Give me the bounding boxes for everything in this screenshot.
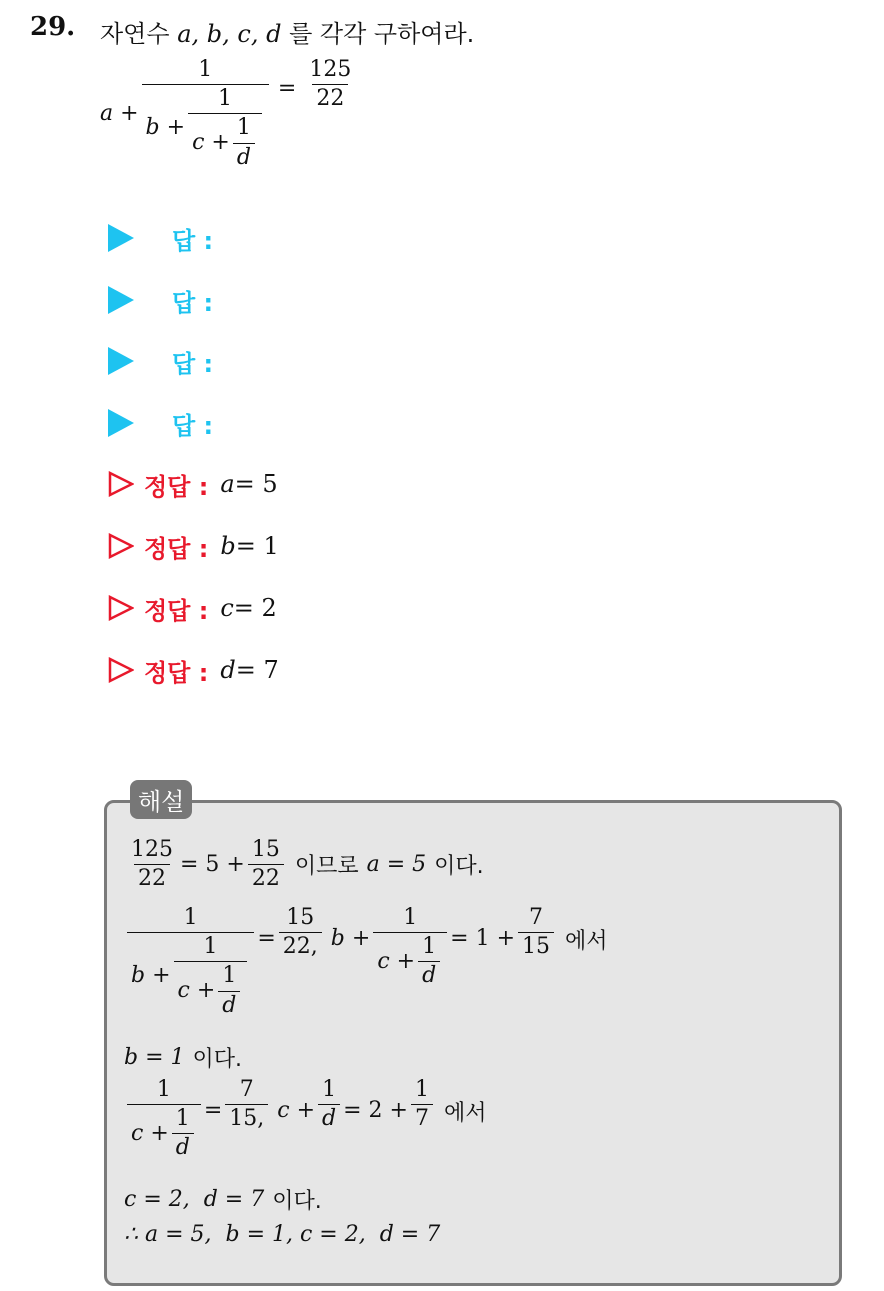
cf-inner-num: 1 (236, 115, 251, 141)
sol-math: b = 1 (124, 1045, 185, 1070)
sol-cf-mid (174, 935, 248, 1018)
sol-cf2-den (373, 932, 447, 988)
play-arrow-icon (108, 224, 134, 252)
sol-num: 1 (222, 963, 237, 989)
answer-row[interactable] (108, 405, 213, 441)
sol-cf-den (127, 932, 254, 1018)
sol-cf-mid-den (174, 961, 248, 1017)
answer-row[interactable] (108, 343, 213, 379)
correct-answer-row (108, 466, 278, 502)
play-arrow-icon (108, 286, 134, 314)
correct-answer-row (108, 652, 279, 688)
answer-label: 답 : (172, 288, 214, 317)
correct-var: a (220, 470, 235, 498)
question-number: 29. (30, 12, 76, 42)
solution-tag: 해설 (130, 780, 192, 819)
correct-var: d (220, 656, 236, 684)
sol-korean: 이다. (192, 1047, 242, 1072)
sol-math: c + (177, 977, 216, 1003)
sol-num: 1 (414, 1077, 429, 1102)
sol-cf3 (127, 1078, 201, 1161)
sol-den: d (418, 961, 440, 988)
correct-label: 정답 : (144, 534, 209, 563)
sol-num: 125 (131, 837, 173, 862)
sol-den: 22, (279, 932, 322, 959)
sol-math: c = 2, d = 7 (124, 1187, 265, 1212)
cf-outer-num: 1 (198, 57, 213, 82)
question-vars: a, b, c, d (177, 20, 282, 48)
sol-den: 7 (411, 1104, 433, 1131)
sol-frac (411, 1078, 433, 1131)
sol-num: 7 (529, 905, 544, 930)
solution-line-4 (124, 1078, 487, 1161)
sol-den: 15 (518, 932, 554, 959)
sol-text: = 1 + (450, 926, 516, 951)
sol-cf3-den (127, 1104, 201, 1160)
sol-num: 1 (156, 1077, 171, 1102)
outline-triangle-icon (108, 533, 134, 559)
sol-korean: 이다. (434, 854, 484, 880)
sol-num: 15 (286, 905, 315, 930)
cf-mid-den (188, 113, 262, 169)
sol-frac (127, 838, 177, 891)
eq-equals: = (277, 76, 297, 101)
sol-den: d (172, 1133, 194, 1160)
outline-triangle-icon (108, 657, 134, 683)
question-prefix: 자연수 (100, 20, 170, 48)
rhs-den: 22 (312, 84, 348, 111)
solution-line-6 (124, 1222, 440, 1247)
eq-b-plus: b + (145, 115, 186, 141)
correct-label: 정답 : (144, 658, 209, 687)
correct-var: c (220, 594, 234, 622)
sol-text: = 2 + (343, 1098, 408, 1123)
answer-label: 답 : (172, 349, 214, 378)
correct-label: 정답 : (144, 472, 209, 501)
answer-label: 답 : (172, 226, 214, 255)
sol-math: c + (377, 948, 416, 974)
sol-frac (248, 838, 284, 891)
sol-num: 15 (251, 837, 280, 862)
sol-num: 1 (203, 934, 218, 960)
sol-den: 22 (134, 864, 170, 891)
sol-num: 1 (403, 905, 418, 930)
correct-value: = 2 (233, 594, 277, 622)
sol-korean: 이므로 (294, 854, 359, 880)
sol-math: c + (277, 1098, 316, 1123)
question-text (100, 14, 474, 49)
sol-korean: 에서 (565, 929, 608, 954)
cf-mid (188, 87, 262, 170)
eq-rhs (305, 58, 355, 111)
solution-line-5 (124, 1184, 322, 1215)
sol-frac (518, 906, 554, 959)
outline-triangle-icon (108, 471, 134, 497)
sol-cf-inner (218, 964, 240, 1017)
solution-line-3 (124, 1042, 242, 1073)
correct-value: = 5 (234, 470, 278, 498)
sol-math: b + (330, 926, 371, 951)
sol-num: 1 (183, 905, 198, 930)
eq-a-plus: a + (100, 101, 139, 127)
sol-num: 1 (175, 1106, 190, 1132)
correct-value: = 7 (235, 656, 279, 684)
sol-cf2 (373, 906, 447, 989)
sol-text: = (203, 1098, 223, 1123)
sol-cf2-inner (418, 935, 440, 988)
sol-text: = 5 + (180, 852, 245, 878)
answer-label: 답 : (172, 411, 214, 440)
solution-line-2 (124, 906, 608, 1018)
sol-num: 1 (422, 934, 437, 960)
answer-row[interactable] (108, 220, 213, 256)
sol-frac (279, 906, 322, 959)
sol-math: ∴ a = 5, b = 1, c = 2, d = 7 (124, 1222, 441, 1247)
answer-row[interactable] (108, 282, 213, 318)
play-arrow-icon (108, 347, 134, 375)
question-suffix: 를 각각 구하여라. (289, 20, 475, 48)
play-arrow-icon (108, 409, 134, 437)
rhs-num: 125 (309, 57, 352, 82)
eq-c-plus: c + (192, 129, 230, 155)
cf-mid-num: 1 (217, 86, 232, 112)
outline-triangle-icon (108, 595, 134, 621)
sol-num: 1 (322, 1077, 337, 1102)
cf-outer (142, 58, 269, 170)
question-equation (100, 58, 358, 170)
sol-korean: 이다. (272, 1189, 322, 1214)
correct-var: b (220, 532, 236, 560)
sol-cf3-inner (172, 1107, 194, 1160)
sol-den: d (218, 991, 240, 1018)
correct-answer-row (108, 528, 279, 564)
cf-inner (233, 116, 255, 169)
sol-frac (318, 1078, 340, 1131)
solution-line-1 (124, 838, 484, 891)
cf-inner-den: d (233, 143, 255, 170)
sol-korean: 에서 (443, 1101, 487, 1126)
sol-frac (225, 1078, 268, 1131)
cf-outer-den (142, 84, 269, 170)
correct-answer-row (108, 590, 277, 626)
sol-text: = (257, 926, 276, 951)
sol-math: b + (131, 963, 171, 989)
sol-cf (127, 906, 254, 1018)
correct-label: 정답 : (144, 596, 209, 625)
sol-den: 22 (248, 864, 284, 891)
sol-num: 7 (239, 1077, 254, 1102)
correct-value: = 1 (235, 532, 279, 560)
sol-math: c + (131, 1120, 169, 1146)
sol-math: a = 5 (366, 852, 427, 878)
sol-den: d (318, 1104, 340, 1131)
sol-den: 15, (225, 1104, 268, 1131)
